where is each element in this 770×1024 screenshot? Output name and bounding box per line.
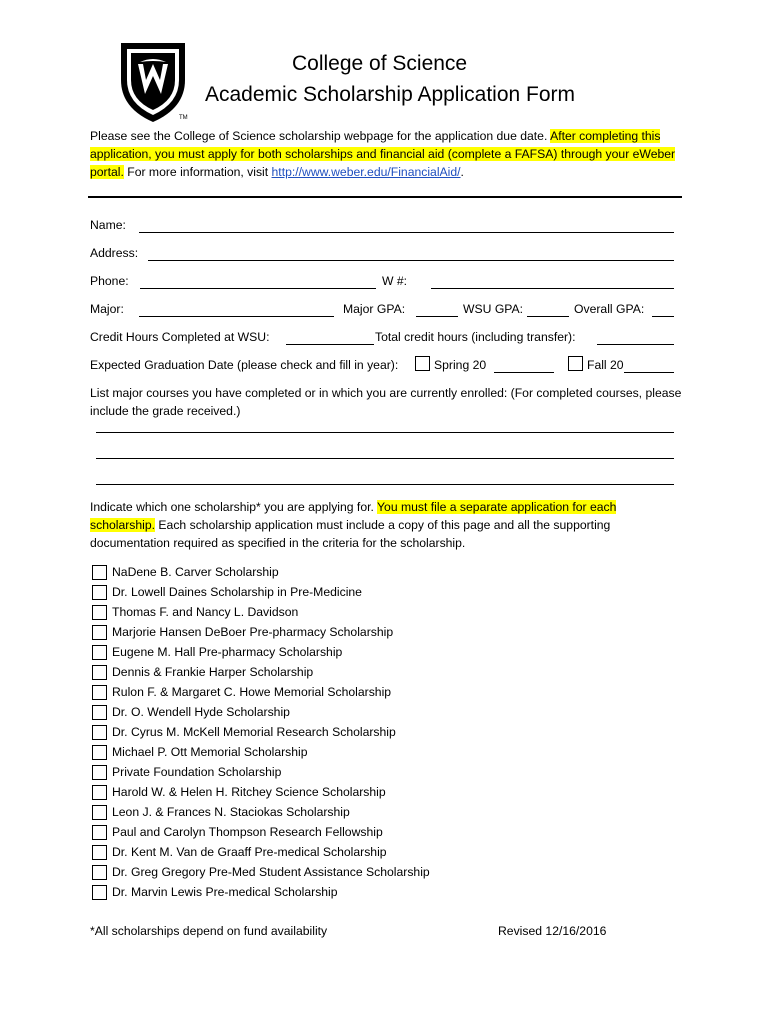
scholarship-intro-highlight: You must file a separate application for each scholarship. <box>90 500 617 532</box>
scholarship-option[interactable] <box>92 682 391 702</box>
scholarship-option[interactable] <box>92 722 396 742</box>
scholarship-checkbox[interactable] <box>92 645 107 660</box>
scholarship-label: Dr. Marvin Lewis Pre-medical Scholarship <box>112 885 338 899</box>
scholarship-label: Rulon F. & Margaret C. Howe Memorial Scholarship <box>112 685 392 699</box>
scholarship-option[interactable] <box>92 842 387 862</box>
scholarship-checkbox[interactable] <box>92 785 107 800</box>
scholarship-option[interactable] <box>92 582 362 602</box>
scholarship-checkbox[interactable] <box>92 865 107 880</box>
scholarship-checkbox[interactable] <box>92 685 107 700</box>
credit-wsu-label: Credit Hours Completed at WSU: <box>90 330 270 344</box>
scholarship-option[interactable] <box>92 602 298 622</box>
spring-label: Spring 20 <box>434 358 487 372</box>
title-line-1: College of Science <box>292 52 468 75</box>
revised-date: Revised 12/16/2016 <box>498 924 607 938</box>
scholarship-option[interactable] <box>92 802 350 822</box>
w-number-label: W #: <box>382 274 408 288</box>
scholarship-option[interactable] <box>92 622 393 642</box>
overall-gpa-label: Overall GPA: <box>574 302 645 316</box>
scholarship-checkbox[interactable] <box>92 845 107 860</box>
weber-logo <box>118 40 188 125</box>
major-gpa-field[interactable] <box>416 316 458 317</box>
courses-line-2[interactable] <box>96 458 674 459</box>
spring-year-field[interactable] <box>494 372 554 373</box>
intro-text-b: For more information, visit <box>123 165 272 179</box>
scholarship-checkbox[interactable] <box>92 705 107 720</box>
scholarship-label: Dr. Cyrus M. McKell Memorial Research Scholarship <box>112 725 396 739</box>
scholarship-option[interactable] <box>92 882 338 902</box>
scholarship-option[interactable] <box>92 562 279 582</box>
scholarship-checkbox[interactable] <box>92 565 107 580</box>
scholarship-checkbox[interactable] <box>92 725 107 740</box>
major-field[interactable] <box>139 316 334 317</box>
scholarship-label: Dr. Greg Gregory Pre-Med Student Assistance Scholarship <box>112 865 430 879</box>
courses-line-3[interactable] <box>96 484 674 485</box>
scholarship-label: Harold W. & Helen H. Ritchey Science Scholarship <box>112 785 386 799</box>
scholarship-label: Michael P. Ott Memorial Scholarship <box>112 745 308 759</box>
intro-highlight: After completing this application, you must apply for both scholarships and financial aid (complete a FAFSA) through your eWeber portal. <box>90 129 676 179</box>
scholarship-option[interactable] <box>92 642 342 662</box>
scholarship-checkbox[interactable] <box>92 745 107 760</box>
scholarship-checkbox[interactable] <box>92 605 107 620</box>
scholarship-label: Dr. O. Wendell Hyde Scholarship <box>112 705 290 719</box>
scholarship-checkbox[interactable] <box>92 665 107 680</box>
scholarship-label: Private Foundation Scholarship <box>112 765 282 779</box>
scholarship-intro-b: Each scholarship application must include a copy of this page and all the supporting documentation required as specified in the criteria for the scholarship. <box>90 518 611 550</box>
scholarship-label: Leon J. & Frances N. Staciokas Scholarship <box>112 805 350 819</box>
spring-checkbox[interactable] <box>415 356 430 371</box>
credit-wsu-field[interactable] <box>286 344 374 345</box>
name-field[interactable] <box>139 232 674 233</box>
total-credit-label: Total credit hours (including transfer): <box>375 330 576 344</box>
address-field[interactable] <box>148 260 674 261</box>
shield-logo-icon <box>118 40 188 125</box>
total-credit-field[interactable] <box>597 344 674 345</box>
scholarship-checkbox[interactable] <box>92 885 107 900</box>
grad-date-label: Expected Graduation Date (please check and fill in year): <box>90 358 399 372</box>
wsu-gpa-label: WSU GPA: <box>463 302 524 316</box>
scholarship-label: NaDene B. Carver Scholarship <box>112 565 279 579</box>
scholarship-label: Dr. Kent M. Van de Graaff Pre-medical Scholarship <box>112 845 387 859</box>
intro-text-end: . <box>460 165 464 179</box>
courses-line-1[interactable] <box>96 432 674 433</box>
scholarship-label: Eugene M. Hall Pre-pharmacy Scholarship <box>112 645 343 659</box>
financial-aid-link[interactable]: http://www.weber.edu/FinancialAid/ <box>271 165 461 179</box>
scholarship-label: Marjorie Hansen DeBoer Pre-pharmacy Scholarship <box>112 625 394 639</box>
fund-note: *All scholarships depend on fund availability <box>90 924 328 938</box>
address-label: Address: <box>90 246 139 260</box>
intro-text-a: Please see the College of Science scholarship webpage for the application due date. <box>90 129 551 143</box>
scholarship-option[interactable] <box>92 822 383 842</box>
phone-field[interactable] <box>140 288 376 289</box>
fall-checkbox[interactable] <box>568 356 583 371</box>
divider <box>88 196 682 198</box>
scholarship-intro <box>90 498 682 552</box>
major-gpa-label: Major GPA: <box>343 302 406 316</box>
scholarship-option[interactable] <box>92 702 290 722</box>
w-number-field[interactable] <box>431 288 674 289</box>
courses-prompt: List major courses you have completed or in which you are currently enrolled: (For completed courses, please include the grade received.) <box>90 386 682 418</box>
scholarship-label: Dennis & Frankie Harper Scholarship <box>112 665 314 679</box>
scholarship-checkbox[interactable] <box>92 585 107 600</box>
scholarship-checkbox[interactable] <box>92 625 107 640</box>
scholarship-option[interactable] <box>92 742 308 762</box>
wsu-gpa-field[interactable] <box>527 316 569 317</box>
overall-gpa-field[interactable] <box>652 316 674 317</box>
scholarship-label: Dr. Lowell Daines Scholarship in Pre-Medicine <box>112 585 362 599</box>
scholarship-option[interactable] <box>92 762 281 782</box>
intro-paragraph <box>90 127 682 181</box>
fall-year-field[interactable] <box>624 372 674 373</box>
scholarship-checkbox[interactable] <box>92 805 107 820</box>
scholarship-option[interactable] <box>92 862 430 882</box>
scholarship-label: Thomas F. and Nancy L. Davidson <box>112 605 299 619</box>
scholarship-option[interactable] <box>92 782 386 802</box>
major-label: Major: <box>90 302 124 316</box>
scholarship-checkbox[interactable] <box>92 765 107 780</box>
scholarship-checkbox[interactable] <box>92 825 107 840</box>
fall-label: Fall 20 <box>587 358 624 372</box>
name-label: Name: <box>90 218 126 232</box>
scholarship-label: Paul and Carolyn Thompson Research Fellowship <box>112 825 383 839</box>
phone-label: Phone: <box>90 274 129 288</box>
scholarship-intro-a: Indicate which one scholarship* you are applying for. <box>90 500 378 514</box>
trademark-mark: TM <box>179 115 188 121</box>
title-line-2: Academic Scholarship Application Form <box>205 83 576 106</box>
scholarship-option[interactable] <box>92 662 313 682</box>
